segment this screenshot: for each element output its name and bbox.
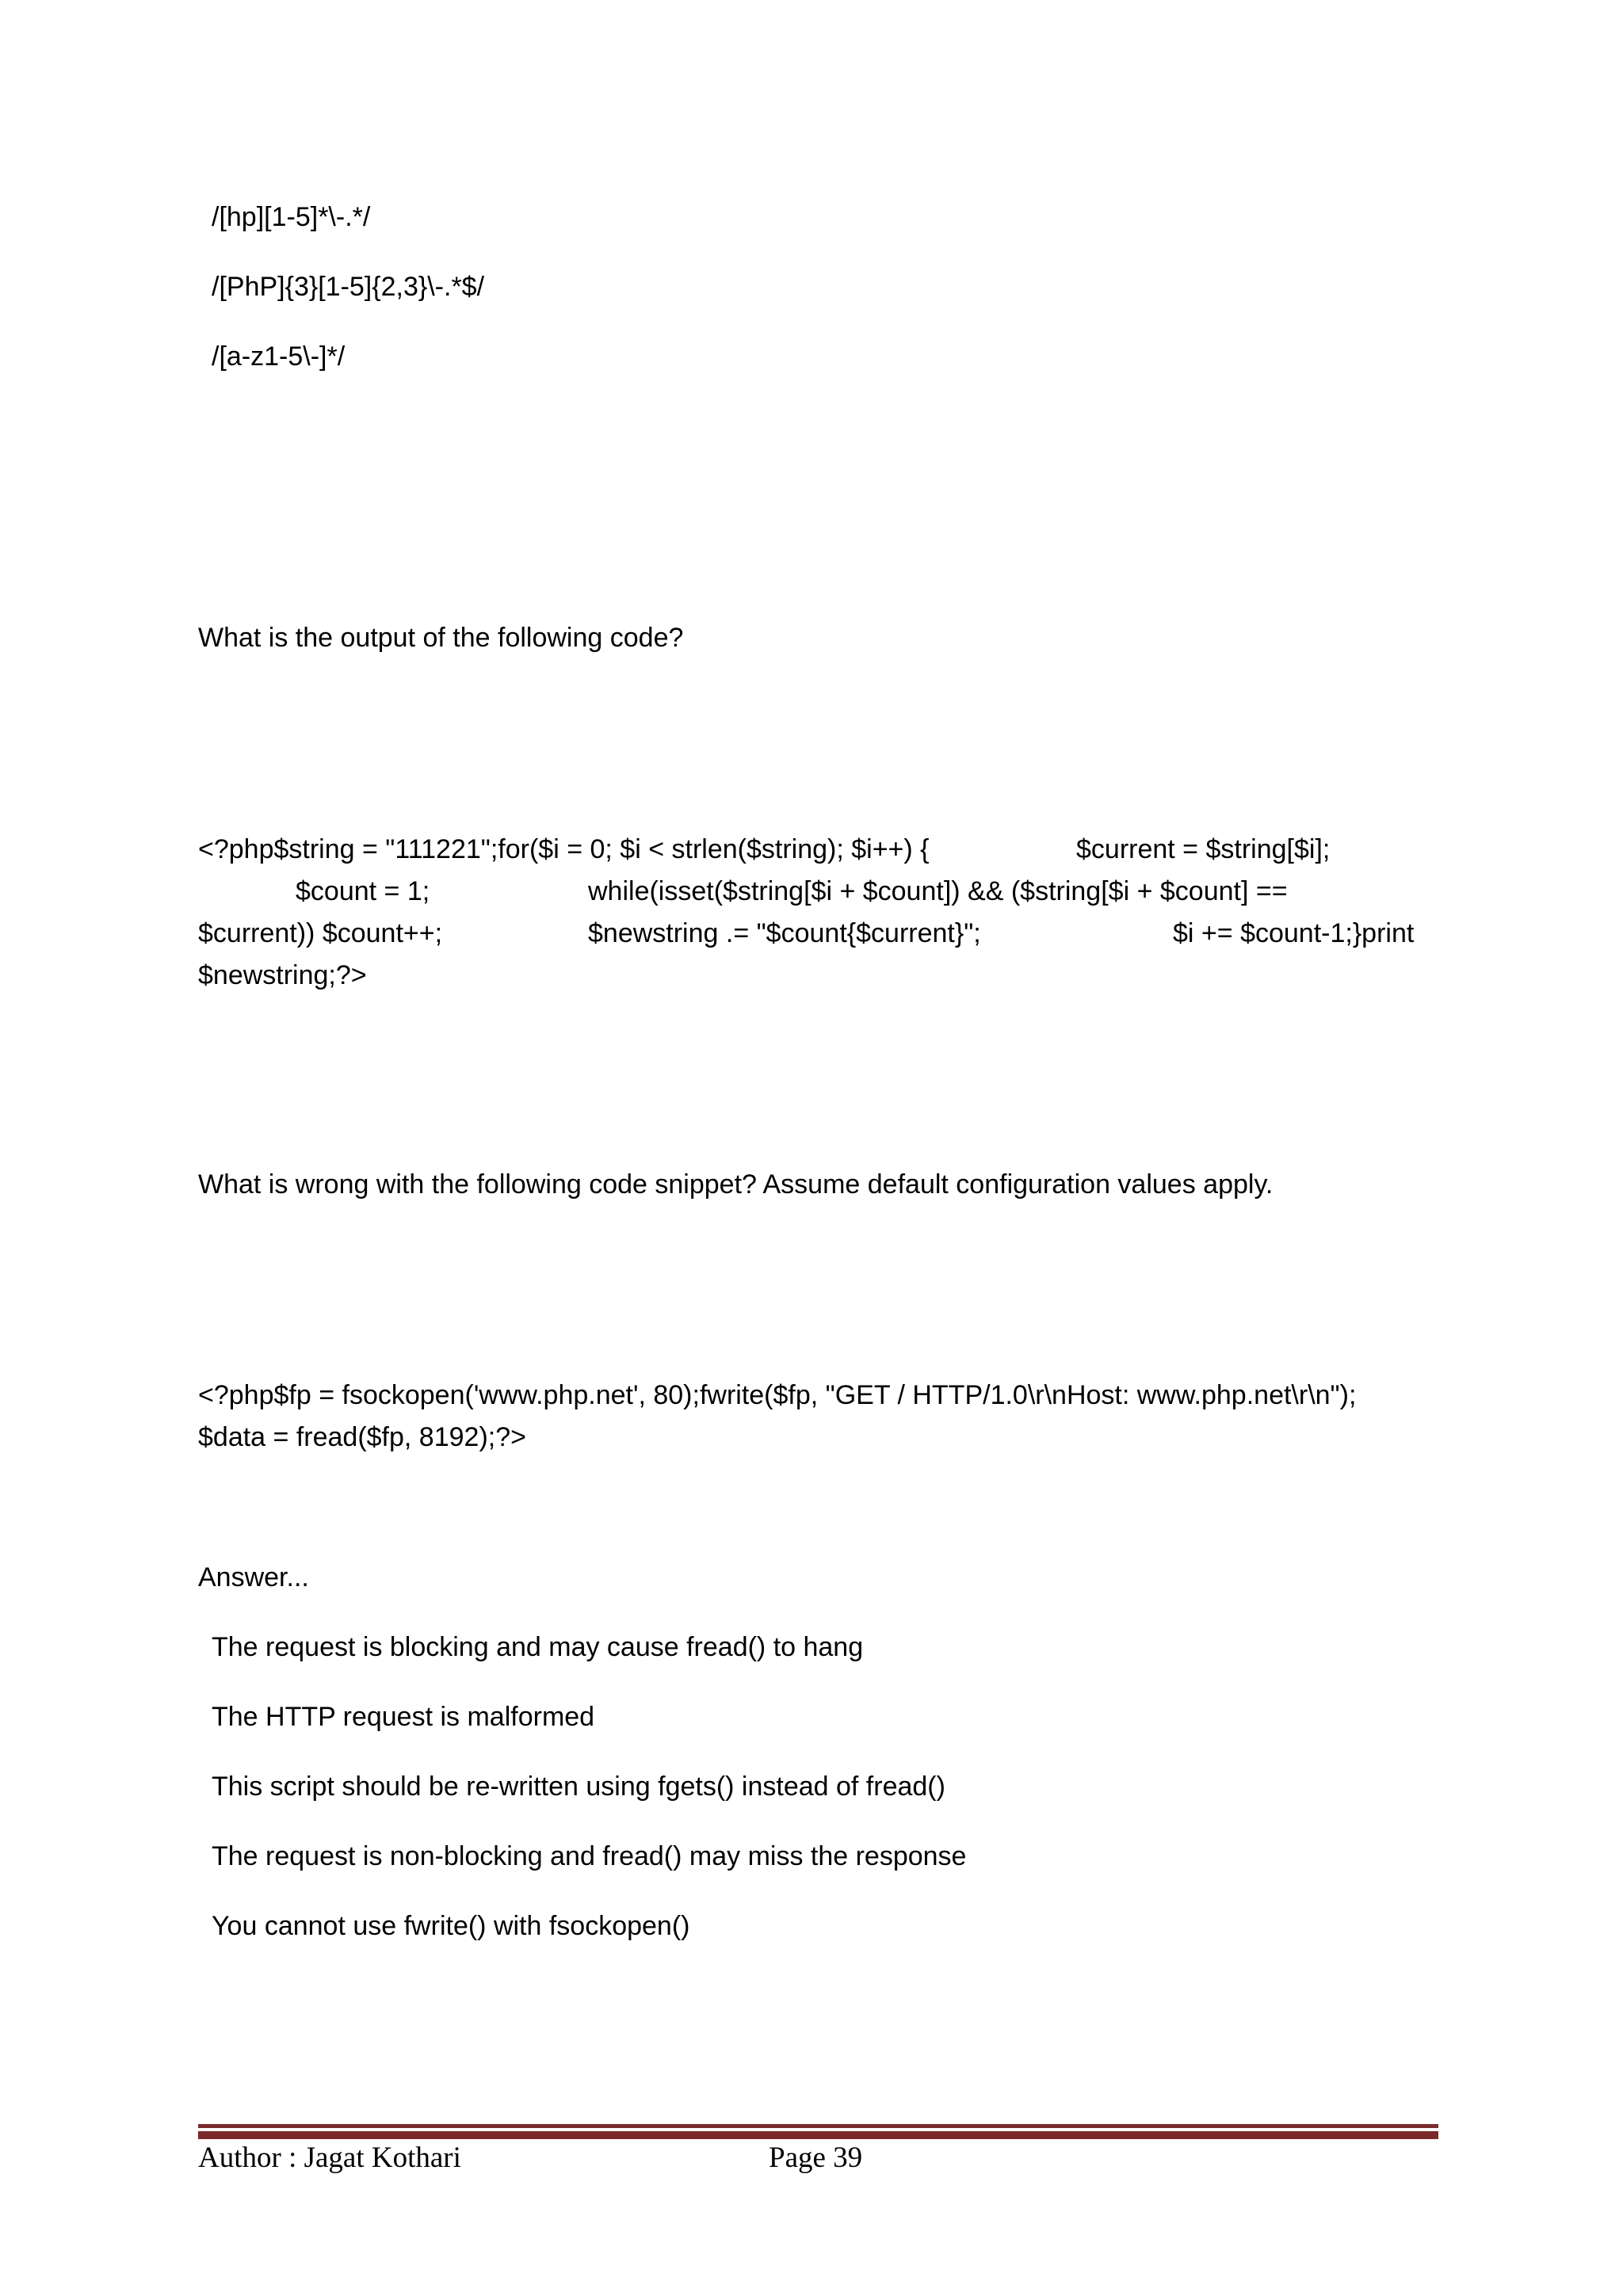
footer-divider-thick: [198, 2131, 1438, 2139]
answer-option: You cannot use fwrite() with fsockopen(): [212, 1911, 690, 1941]
question-2-prompt: What is wrong with the following code snippet? Assume default configuration values apply.: [198, 1169, 1274, 1199]
footer-page-number: Page 39: [769, 2142, 863, 2174]
code-segment: $newstring;?>: [198, 960, 367, 990]
regex-option-3: /[a-z1-5\-]*/: [212, 341, 346, 372]
code-segment: while(isset($string[$i + $count]) && ($string[$i + $count] ==: [588, 876, 1288, 906]
code-segment: $current = $string[$i];: [1076, 834, 1331, 864]
code-segment: <?php$string = "111221";for($i = 0; $i < strlen($string); $i++) {: [198, 834, 930, 864]
code-segment: $count = 1;: [296, 876, 430, 906]
code-line: $data = fread($fp, 8192);?>: [198, 1422, 526, 1452]
answer-option: This script should be re-written using fgets() instead of fread(): [212, 1772, 945, 1802]
footer-author: Author : Jagat Kothari: [198, 2142, 461, 2174]
answer-option: The request is non-blocking and fread() may miss the response: [212, 1841, 967, 1871]
code-segment: $current)) $count++;: [198, 918, 443, 948]
code-segment: $newstring .= "$count{$current}";: [588, 918, 981, 948]
answer-option: The request is blocking and may cause fread() to hang: [212, 1632, 864, 1662]
code-segment: $i += $count-1;}print: [1173, 918, 1415, 948]
code-line: <?php$fp = fsockopen('www.php.net', 80);fwrite($fp, "GET / HTTP/1.0\r\nHost: www.php.net\r\n");: [198, 1380, 1357, 1410]
footer-divider-thin: [198, 2124, 1438, 2128]
answer-label: Answer...: [198, 1562, 309, 1592]
answer-option: The HTTP request is malformed: [212, 1702, 595, 1732]
regex-option-1: /[hp][1-5]*\-.*/: [212, 202, 371, 232]
question-1-prompt: What is the output of the following code?: [198, 623, 684, 653]
regex-option-2: /[PhP]{3}[1-5]{2,3}\-.*$/: [212, 272, 485, 302]
